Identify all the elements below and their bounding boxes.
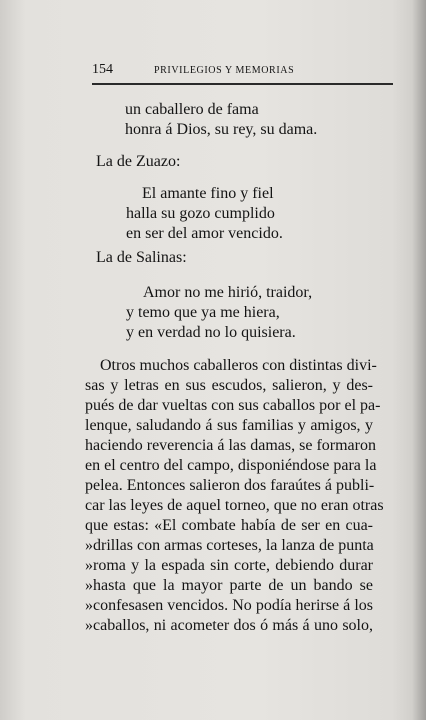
paragraph-line: »drillas con armas corteses, la lanza de punta	[85, 537, 374, 554]
verse-line: y en verdad no lo quisiera.	[126, 324, 296, 341]
verse-line: honra á Dios, su rey, su dama.	[125, 121, 318, 138]
motto-label-zuazo: La de Zuazo:	[96, 153, 181, 170]
verse-line: en ser del amor vencido.	[126, 225, 283, 242]
running-head: PRIVILEGIOS Y MEMORIAS	[154, 65, 295, 76]
paragraph-line: car las leyes de aquel torneo, que no eran otras	[85, 497, 384, 514]
paragraph-line: sas y letras en sus escudos, salieron, y des-	[85, 377, 373, 394]
paragraph-line: »confesasen vencidos. No podía herirse á los	[85, 597, 373, 614]
paragraph-line: »roma y la espada sin corte, debiendo durar	[85, 557, 373, 574]
paragraph-line: »caballos, ni acometer dos ó más á uno solo,	[85, 617, 373, 634]
header-rule	[92, 83, 393, 85]
paragraph-line: pués de dar vueltas con sus caballos por el pa-	[85, 397, 381, 414]
paragraph-line: haciendo reverencia á las damas, se formaron	[85, 437, 376, 454]
paragraph-line: pelea. Entonces salieron dos faraútes á publi-	[85, 477, 375, 494]
verse-line: El amante fino y fiel	[142, 185, 274, 202]
page-edge-shadow	[412, 0, 426, 720]
paragraph-line: en el centro del campo, disponiéndose para la	[85, 457, 377, 474]
paragraph-line: que estas: «El combate había de ser en cua-	[85, 517, 373, 534]
verse-line: y temo que ya me hiera,	[126, 304, 280, 321]
paragraph-line: Otros muchos caballeros con distintas divi-	[100, 357, 377, 374]
verse-line: halla su gozo cumplido	[126, 205, 275, 222]
paragraph-line: »hasta que la mayor parte de un bando se	[85, 577, 373, 594]
verse-line: Amor no me hirió, traidor,	[143, 284, 313, 301]
paragraph-line: lenque, saludando á sus familias y amigos, y	[85, 417, 373, 434]
motto-label-salinas: La de Salinas:	[96, 249, 187, 266]
page-header	[92, 62, 392, 82]
verse-line: un caballero de fama	[125, 101, 259, 118]
page-number: 154	[92, 62, 113, 77]
